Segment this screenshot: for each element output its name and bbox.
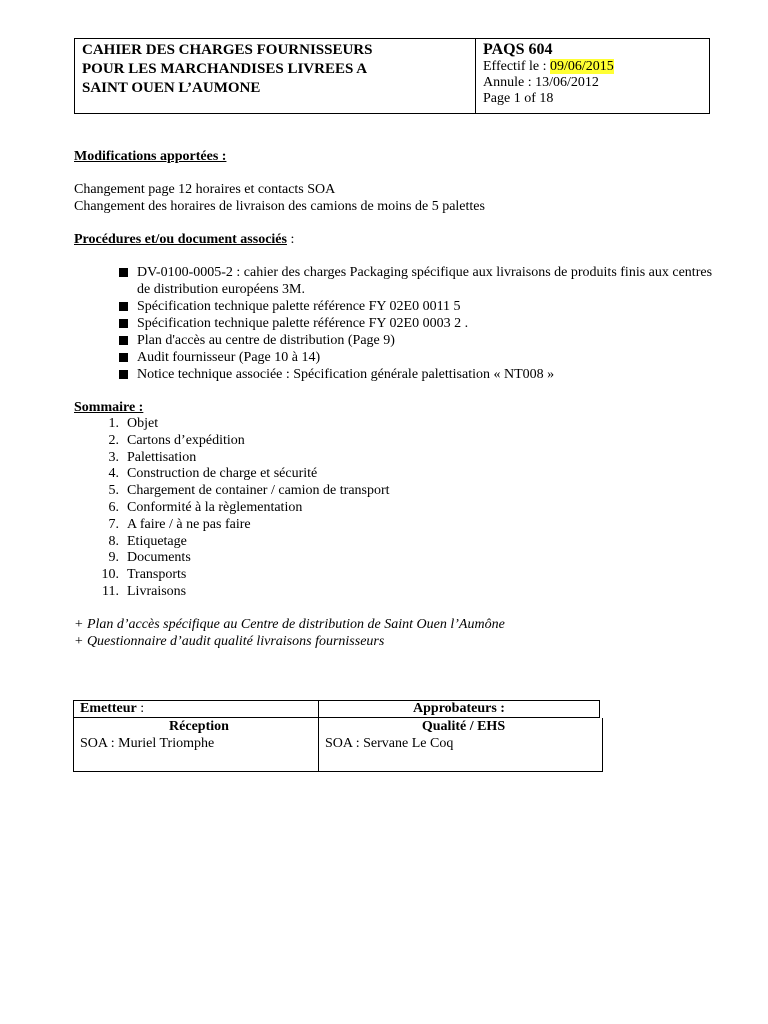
- sommaire-item: [74, 416, 390, 433]
- list-item-text: Spécification technique palette référence FY 02E0 0011 5: [137, 299, 461, 314]
- left-signer: SOA : Muriel Triomphe: [80, 736, 215, 751]
- extra-item: + Plan d’accès spécifique au Centre de distribution de Saint Ouen l’Aumône: [74, 617, 505, 632]
- sommaire-list: [74, 416, 390, 601]
- sommaire-item-number: 5.: [108, 483, 119, 499]
- square-bullet-icon: [119, 268, 128, 277]
- square-bullet-icon: [119, 353, 128, 362]
- emetteur-suffix: :: [136, 701, 145, 716]
- modification-item: Changement page 12 horaires et contacts SOA: [74, 182, 336, 197]
- sommaire-item-number: 3.: [108, 449, 119, 465]
- sommaire-item-number: 2.: [108, 432, 119, 448]
- sommaire-item-number: 11.: [102, 583, 119, 599]
- signature-table: [73, 700, 603, 772]
- emetteur-label: Emetteur: [80, 701, 137, 716]
- extra-attachments: [74, 616, 505, 650]
- sommaire-item-text: Documents: [127, 550, 191, 566]
- sommaire-heading: Sommaire :: [74, 400, 144, 415]
- sommaire-item: [74, 567, 390, 584]
- sommaire-item-number: 9.: [108, 550, 119, 566]
- effective-date: 09/06/2015: [550, 59, 614, 74]
- procedures-list: [119, 264, 719, 383]
- sommaire-item-text: Palettisation: [127, 449, 197, 465]
- sommaire-item-number: 10.: [101, 567, 119, 583]
- sommaire-item-text: A faire / à ne pas faire: [127, 516, 251, 532]
- approbateurs-label: Approbateurs :: [413, 701, 505, 716]
- title-line-1: CAHIER DES CHARGES FOURNISSEURS: [82, 42, 373, 58]
- sommaire-item: [74, 584, 390, 601]
- list-item-text: Notice technique associée : Spécification générale palettisation « NT008 »: [137, 367, 555, 382]
- procedures-suffix: :: [286, 232, 295, 247]
- document-meta: [476, 39, 614, 113]
- modifications-heading: Modifications apportées :: [74, 149, 227, 164]
- sommaire-item: [74, 534, 390, 551]
- sommaire-item-text: Cartons d’expédition: [127, 432, 245, 448]
- square-bullet-icon: [119, 370, 128, 379]
- sommaire-item-text: Construction de charge et sécurité: [127, 466, 318, 482]
- sommaire-item-text: Etiquetage: [127, 533, 187, 549]
- sommaire-item-number: 4.: [108, 466, 119, 482]
- procedures-heading: Procédures et/ou document associés: [74, 232, 287, 247]
- page-info: Page 1 of 18: [483, 91, 554, 106]
- sommaire-item: [74, 433, 390, 450]
- list-item: [119, 298, 719, 315]
- list-item: [119, 366, 719, 383]
- sommaire-item-number: 7.: [108, 516, 119, 532]
- sommaire-item: [74, 550, 390, 567]
- list-item: [119, 264, 719, 298]
- signature-body-row: [73, 718, 603, 772]
- list-item: [119, 315, 719, 332]
- list-item: [119, 349, 719, 366]
- modifications-section: [74, 148, 485, 215]
- list-item-text: Audit fournisseur (Page 10 à 14): [137, 350, 321, 365]
- list-item-text: Spécification technique palette référence FY 02E0 0003 2 .: [137, 316, 469, 331]
- sommaire-item: [74, 450, 390, 467]
- approbateur-details: [319, 718, 602, 771]
- sommaire-item-text: Chargement de container / camion de transport: [127, 483, 390, 499]
- sommaire-item: [74, 466, 390, 483]
- sommaire-item-text: Objet: [127, 416, 159, 431]
- document-code: PAQS 604: [483, 41, 553, 58]
- extra-item: + Questionnaire d’audit qualité livraisons fournisseurs: [74, 634, 385, 649]
- sommaire-item-number: 1.: [108, 416, 119, 431]
- document-title: [75, 39, 476, 113]
- sommaire-item: [74, 483, 390, 500]
- document-header: [74, 38, 710, 114]
- right-department: Qualité / EHS: [421, 719, 506, 734]
- sommaire-item-number: 6.: [108, 499, 119, 515]
- emetteur-details: [74, 718, 319, 771]
- list-item: [119, 332, 719, 349]
- list-item-text: DV-0100-0005-2 : cahier des charges Packaging spécifique aux livraisons de produits finis aux centres de distribution européens 3M.: [137, 265, 713, 297]
- sommaire-item: [74, 500, 390, 517]
- cancel-date: Annule : 13/06/2012: [483, 75, 599, 90]
- sommaire-item-number: 8.: [108, 533, 119, 549]
- left-department: Réception: [169, 719, 229, 734]
- right-signer: SOA : Servane Le Coq: [325, 736, 454, 751]
- effective-date-line: [483, 59, 614, 75]
- modification-item: Changement des horaires de livraison des camions de moins de 5 palettes: [74, 199, 485, 214]
- emetteur-cell: [74, 701, 319, 717]
- sommaire-item: [74, 517, 390, 534]
- sommaire-item-text: Conformité à la règlementation: [127, 499, 303, 515]
- sommaire-item-text: Transports: [127, 567, 187, 583]
- title-line-3: SAINT OUEN L’AUMONE: [82, 80, 261, 96]
- square-bullet-icon: [119, 336, 128, 345]
- square-bullet-icon: [119, 302, 128, 311]
- square-bullet-icon: [119, 319, 128, 328]
- effective-label: Effectif le :: [483, 59, 550, 74]
- sommaire-item-text: Livraisons: [127, 583, 187, 599]
- signature-header-row: [73, 700, 600, 718]
- title-line-2: POUR LES MARCHANDISES LIVREES A: [82, 61, 368, 77]
- list-item-text: Plan d'accès au centre de distribution (Page 9): [137, 333, 395, 348]
- procedures-heading-line: [74, 231, 294, 248]
